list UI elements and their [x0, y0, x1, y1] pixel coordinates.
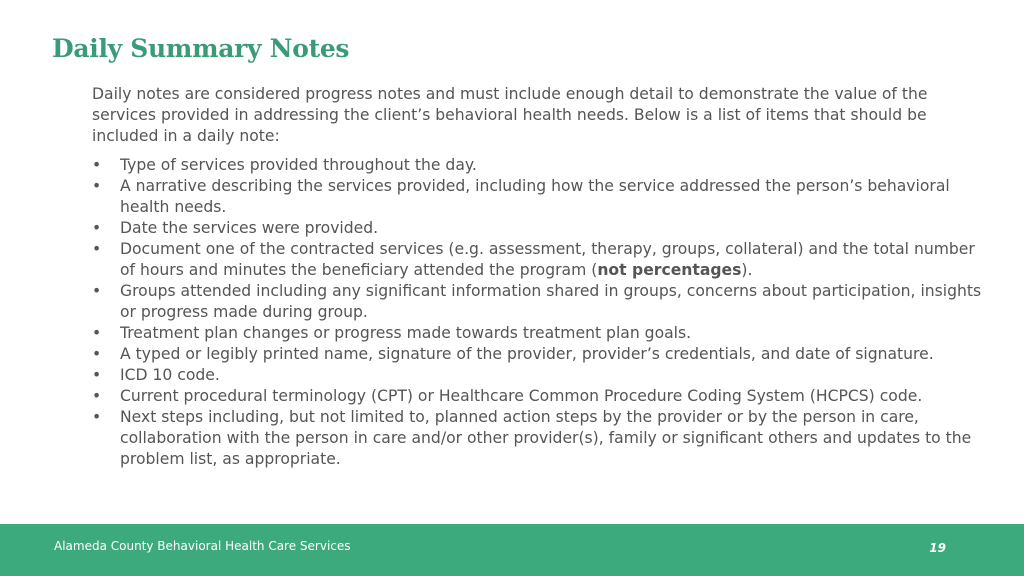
- list-item: [92, 239, 992, 281]
- list-item: • Date the services were provided.: [92, 218, 992, 239]
- slide-content: [92, 84, 992, 470]
- list-item: • Type of services provided throughout the day.: [92, 155, 992, 176]
- list-item-text: ).: [741, 261, 753, 279]
- bullet-list: [92, 155, 992, 470]
- list-item: • A typed or legibly printed name, signature of the provider, provider’s credentials, and date of signature.: [92, 344, 992, 365]
- list-item-text: Document one of the contracted services (e.g. assessment, therapy, groups, collateral) and the total number of hours and minutes the beneficiary attended the program (: [120, 240, 975, 279]
- list-item: • Current procedural terminology (CPT) or Healthcare Common Procedure Coding System (HCPCS) code.: [92, 386, 992, 407]
- list-item: • Next steps including, but not limited to, planned action steps by the provider or by the person in care, collaboration with the person in care and/or other provider(s), family or significant others and updates to the problem list, as appropriate.: [92, 407, 992, 470]
- page-title: Daily Summary Notes: [52, 34, 350, 63]
- footer-organization: Alameda County Behavioral Health Care Services: [54, 539, 351, 553]
- intro-paragraph: Daily notes are considered progress notes and must include enough detail to demonstrate the value of the services provided in addressing the client’s behavioral health needs. Below is a list of items that should be included in a daily note:: [92, 85, 928, 145]
- list-item: • A narrative describing the services provided, including how the service addressed the person’s behavioral health needs.: [92, 176, 992, 218]
- page-number: 19: [929, 541, 946, 555]
- list-item: • Groups attended including any significant information shared in groups, concerns about participation, insights or progress made during group.: [92, 281, 992, 323]
- list-item: • Treatment plan changes or progress made towards treatment plan goals.: [92, 323, 992, 344]
- list-item: • ICD 10 code.: [92, 365, 992, 386]
- emphasis-text: not percentages: [597, 261, 742, 279]
- footer-bar: [0, 524, 1024, 576]
